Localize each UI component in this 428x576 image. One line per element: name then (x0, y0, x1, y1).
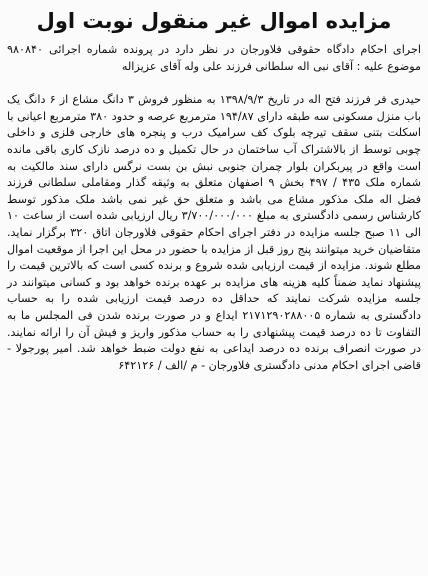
notice-body-paragraph: حیدری فر فرزند فتح اله در تاریخ ۱۳۹۸/۹/۳ به منظور فروش ۳ دانگ مشاع از ۶ دانگ یک باب منزل مسکونی سه طبقه دارای ۱۹۴/۸۷ مترمربع عرصه و حدود ۳۸۰ مترمربع اعیانی با اسکلت بتنی سقف تیرچه بلوک کف سرامیک درب و پنجره های خارجی فلزی و داخلی چوبی توسط از بالاشتراک آب ساختمان در حال تکمیل و ده درصد نازک کاری باقی مانده است واقع در پیربکران بلوار چمران جنوبی نبش بن بست نرگس دارای سند مالکیت به شماره ملک ۴۳۵ / ۴۹۷ بخش ۹ اصفهان متعلق به وثیقه گذار ومقاملی سلطانی فرزند فضل اله ملک مذکور مشاع می باشد و متعلق حق غیر نمی باشد ملک مذکور توسط کارشناس رسمی دادگستری به مبلغ ۳/۷۰۰/۰۰۰/۰۰۰ ریال ارزیابی شده است از ساعت ۱۰ الی ۱۱ صبح جلسه مزایده در دفتر اجرای احکام حقوقی فلاورجان اتاق ۳۲۰ برگزار نماید. متقاضیان خرید میتوانند پنج روز قبل از مزایده با حضور در محل این اجرا از موقعیت اموال مطلع شوند. مزایده از قیمت ارزیابی شده شروع و برنده کسی است که بالاترین قیمت را پیشنهاد نماید ضمناً کلیه هزینه های مزایده بر عهده برنده خواهد بود و کسانی میتوانند در جلسه مزایده شرکت نمایند که حداقل ده درصد قیمت ارزیابی شده را به حساب دادگستری به شماره ۲۱۷۱۲۹۰۲۸۸۰۰۵ ایداع و در صورت برنده شدن فی المجلس ما به التفاوت تا ده درصد قیمت پیشنهادی را به حساب مذکور واریز و فیش آن را ارائه نمایند. در صورت انصراف برنده ده درصد ایداعی به نفع دولت ضبط خواهد شد. امیر پورجولا - قاضی اجرای احکام مدنی دادگستری فلاورجان - م /الف / ۶۴۲۱۲۶ (7, 93, 422, 372)
notice-title: مزایده اموال غیر منقول نوبت اول (36, 9, 392, 33)
notice-header-paragraph: اجرای احکام دادگاه حقوقی فلاورجان در نظر دارد در پرونده شماره اجرائی ۹۸۰۸۴۰ موضوع علیه : آقای نبی اله سلطانی فرزند علی وله آقای عزیزاله (7, 43, 421, 73)
